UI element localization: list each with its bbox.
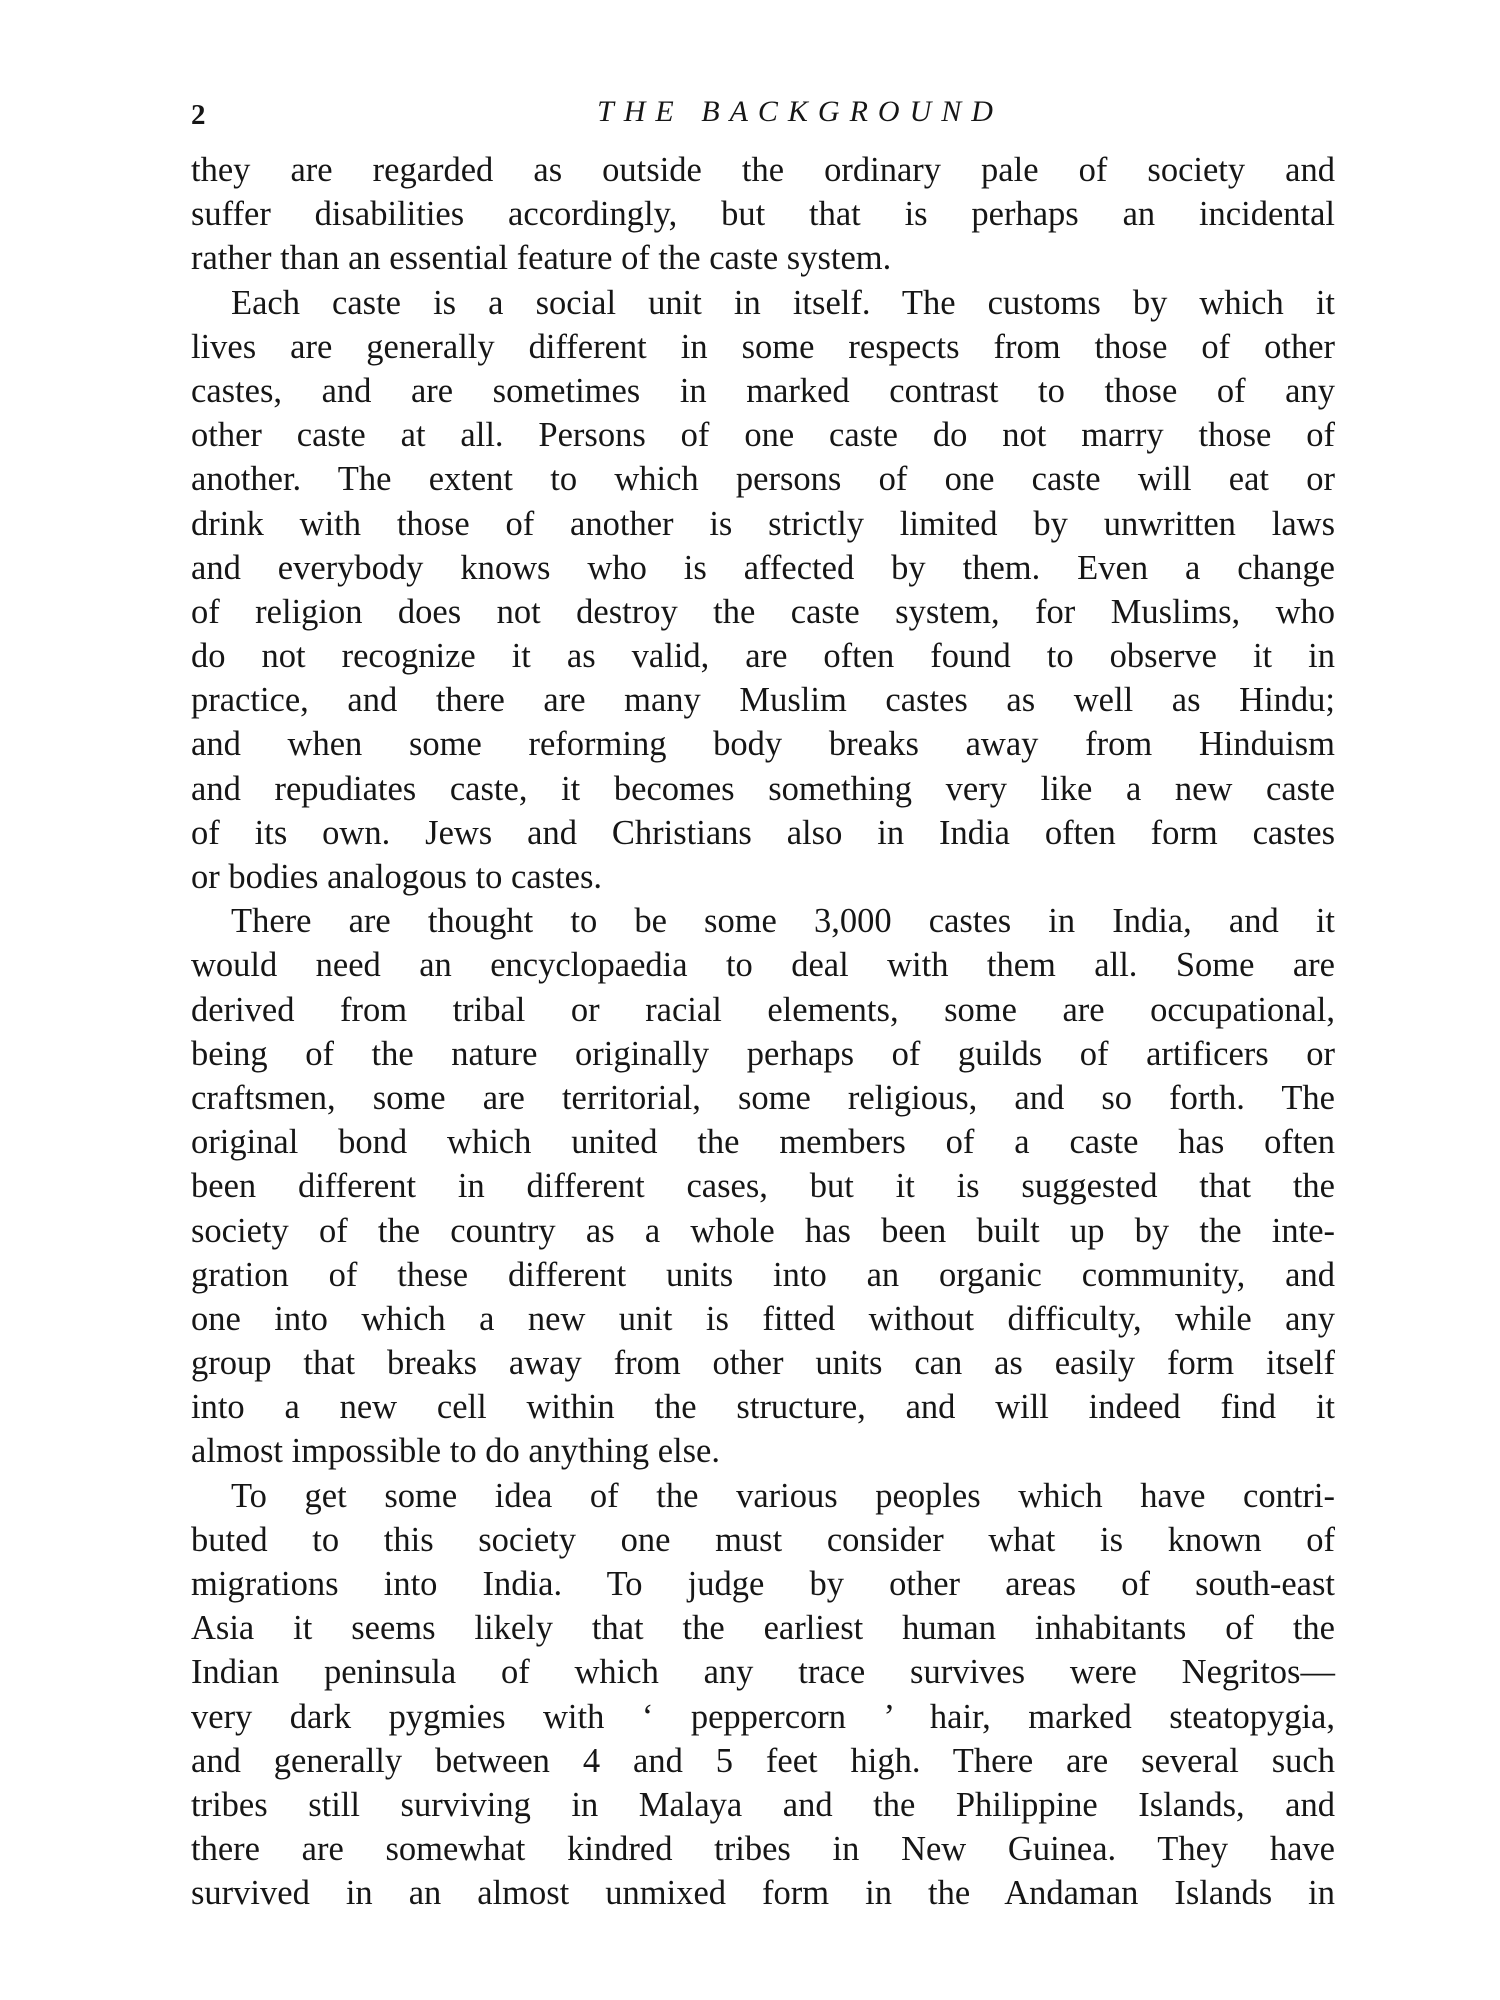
text-line: been different in different cases, but it is suggested that the <box>191 1167 1335 1206</box>
text-line: suffer disabilities accordingly, but that is perhaps an incidental <box>191 195 1335 234</box>
text-line: or bodies analogous to castes. <box>191 858 603 896</box>
text-line: and everybody knows who is affected by them. Even a change <box>191 548 1335 587</box>
text-line: almost impossible to do anything else. <box>191 1432 720 1471</box>
text-line: tribes still surviving in Malaya and the Philippine Islands, and <box>191 1785 1335 1824</box>
text-line: derived from tribal or racial elements, some are occupational, <box>191 990 1335 1029</box>
text-line: buted to this society one must consider what is known of <box>191 1520 1335 1559</box>
text-line: being of the nature originally perhaps of guilds of artificers or <box>191 1034 1335 1073</box>
paragraph-3 <box>191 899 1335 1473</box>
text-line: they are regarded as outside the ordinary pale of society and <box>191 151 1335 189</box>
text-line: To get some idea of the various peoples which have contri- <box>231 1476 1335 1515</box>
text-line: There are thought to be some 3,000 castes in India, and it <box>231 902 1335 941</box>
text-line: other caste at all. Persons of one caste do not marry those of <box>191 416 1335 455</box>
paragraph-2 <box>191 281 1335 900</box>
text-line: original bond which united the members of a caste has often <box>191 1123 1335 1162</box>
text-line: survived in an almost unmixed form in the Andaman Islands in <box>191 1874 1335 1913</box>
text-line: rather than an essential feature of the caste system. <box>191 239 892 278</box>
text-line: another. The extent to which persons of one caste will eat or <box>191 460 1335 499</box>
text-line: Asia it seems likely that the earliest human inhabitants of the <box>191 1609 1335 1648</box>
text-line: group that breaks away from other units can as easily form itself <box>191 1344 1335 1383</box>
text-line: and generally between 4 and 5 feet high. There are several such <box>191 1741 1335 1780</box>
running-header <box>191 92 1335 138</box>
text-line: migrations into India. To judge by other areas of south-east <box>191 1565 1335 1603</box>
paragraph-1 <box>191 148 1335 281</box>
paragraph-4 <box>191 1474 1335 1916</box>
text-line: castes, and are sometimes in marked contrast to those of any <box>191 371 1335 410</box>
text-line: of religion does not destroy the caste system, for Muslims, who <box>191 592 1335 631</box>
text-line: gration of these different units into an organic community, and <box>191 1255 1335 1294</box>
text-line: lives are generally different in some respects from those of other <box>191 327 1335 366</box>
text-line: craftsmen, some are territorial, some religious, and so forth. The <box>191 1078 1335 1117</box>
text-line: of its own. Jews and Christians also in India often form castes <box>191 813 1335 852</box>
text-line: Each caste is a social unit in itself. The customs by which it <box>231 283 1335 322</box>
running-title: THE BACKGROUND <box>597 95 1003 128</box>
text-line: drink with those of another is strictly limited by unwritten laws <box>191 504 1335 543</box>
text-line: and repudiates caste, it becomes something very like a new caste <box>191 769 1335 808</box>
body-text <box>191 148 1335 1916</box>
text-line: society of the country as a whole has been built up by the inte- <box>191 1211 1335 1250</box>
page-number: 2 <box>191 99 206 131</box>
text-line: one into which a new unit is fitted without difficulty, while any <box>191 1299 1335 1338</box>
text-line: into a new cell within the structure, and will indeed find it <box>191 1388 1335 1427</box>
text-line: there are somewhat kindred tribes in New Guinea. They have <box>191 1830 1335 1869</box>
text-line: Indian peninsula of which any trace survives were Negritos— <box>191 1653 1335 1692</box>
text-line: very dark pygmies with ‘ peppercorn ’ hair, marked steatopygia, <box>191 1697 1335 1736</box>
text-line: and when some reforming body breaks away from Hinduism <box>191 725 1335 764</box>
text-line: practice, and there are many Muslim castes as well as Hindu; <box>191 681 1335 720</box>
text-line: do not recognize it as valid, are often found to observe it in <box>191 637 1335 676</box>
text-line: would need an encyclopaedia to deal with them all. Some are <box>191 946 1335 985</box>
